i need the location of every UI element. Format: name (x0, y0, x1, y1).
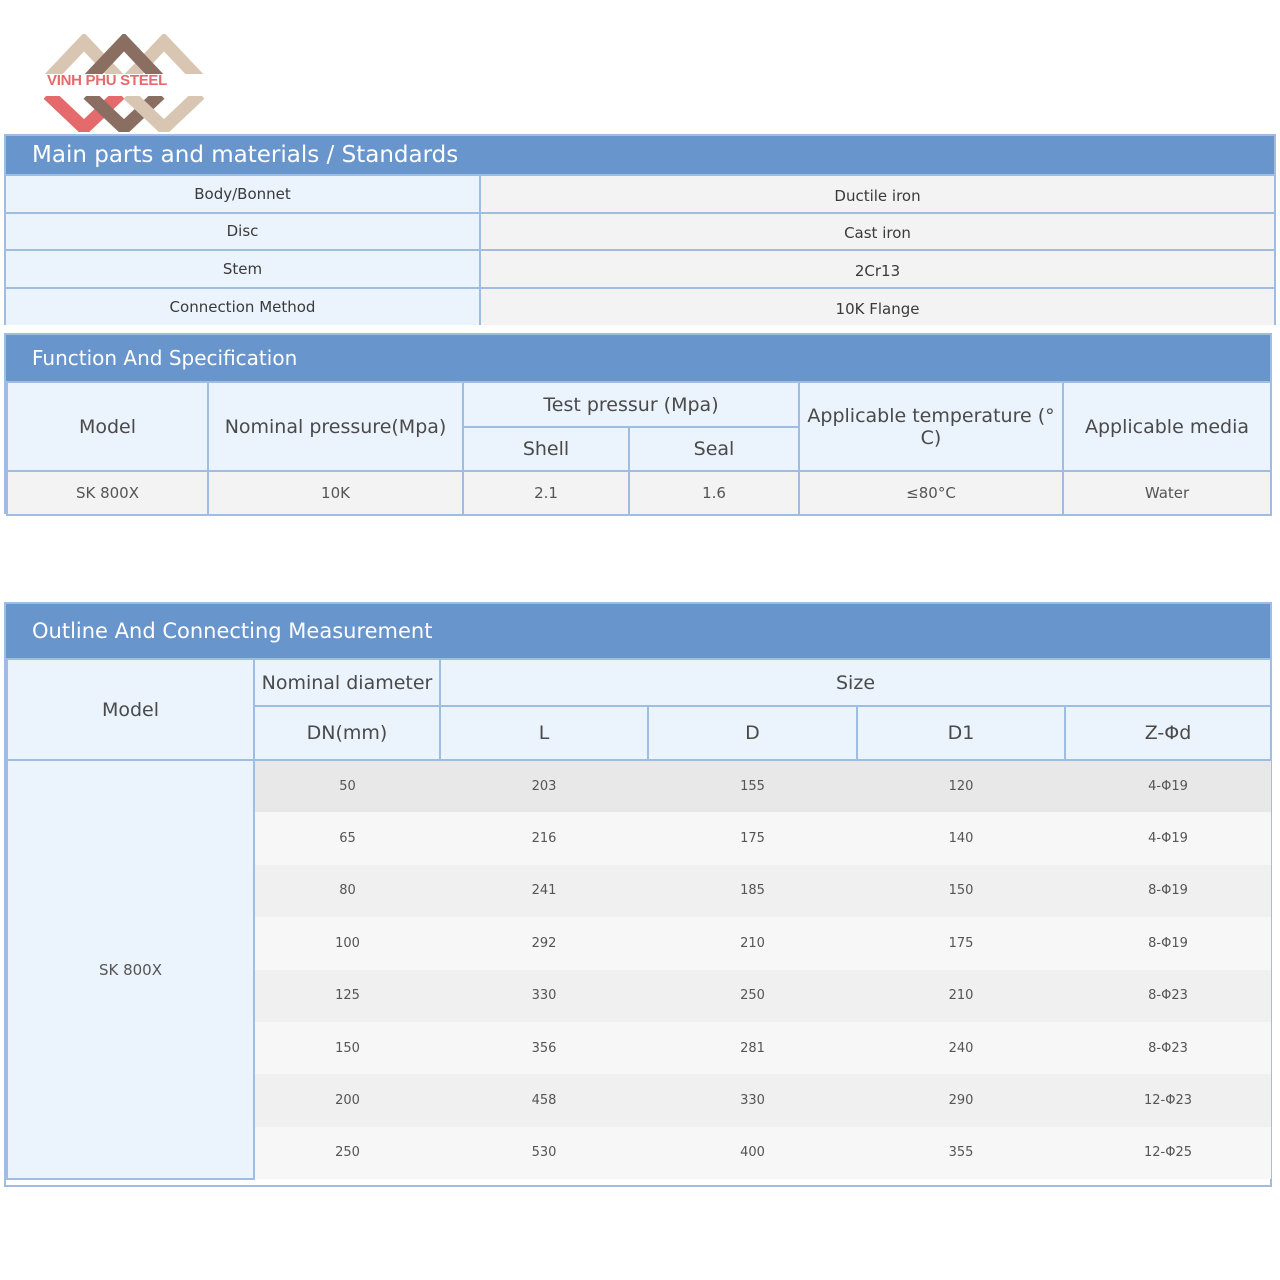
outline-cell-dn: 200 (254, 1074, 440, 1126)
material-value: 10K Flange (480, 288, 1274, 326)
materials-row (6, 175, 1274, 213)
outline-section (4, 602, 1272, 1187)
outline-cell-d1: 150 (857, 865, 1065, 917)
function-cell-model: SK 800X (7, 471, 208, 515)
materials-row (6, 250, 1274, 288)
material-part: Connection Method (6, 288, 480, 326)
outline-header-d1: D1 (857, 706, 1065, 760)
function-header-nominal-pressure: Nominal pressure(Mpa) (208, 382, 463, 471)
outline-cell-dn: 125 (254, 970, 440, 1022)
outline-cell-d1: 355 (857, 1127, 1065, 1179)
materials-title: Main parts and materials / Standards (6, 136, 1274, 174)
material-value: 2Cr13 (480, 250, 1274, 288)
material-value: Cast iron (480, 213, 1274, 251)
outline-model: SK 800X (7, 760, 254, 1179)
outline-cell-d: 250 (648, 970, 857, 1022)
function-data-row (7, 471, 1271, 515)
outline-cell-l: 356 (440, 1022, 648, 1074)
function-cell-seal: 1.6 (629, 471, 799, 515)
outline-cell-d1: 210 (857, 970, 1065, 1022)
function-cell-temperature: ≤80°C (799, 471, 1063, 515)
outline-cell-d: 400 (648, 1127, 857, 1179)
outline-cell-d1: 240 (857, 1022, 1065, 1074)
outline-header-d: D (648, 706, 857, 760)
outline-cell-l: 241 (440, 865, 648, 917)
material-value: Ductile iron (480, 175, 1274, 213)
function-header-test-pressure: Test pressur (Mpa) (463, 382, 799, 427)
outline-cell-l: 216 (440, 812, 648, 864)
logo-text: VINH PHU STEEL (47, 72, 167, 89)
outline-cell-d: 330 (648, 1074, 857, 1126)
outline-cell-l: 530 (440, 1127, 648, 1179)
outline-cell-d1: 290 (857, 1074, 1065, 1126)
function-cell-shell: 2.1 (463, 471, 629, 515)
outline-header-l: L (440, 706, 648, 760)
outline-cell-dn: 50 (254, 760, 440, 812)
outline-title: Outline And Connecting Measurement (6, 604, 1270, 658)
outline-cell-zd: 4-Φ19 (1065, 760, 1271, 812)
outline-cell-zd: 12-Φ23 (1065, 1074, 1271, 1126)
outline-cell-d: 281 (648, 1022, 857, 1074)
outline-cell-d: 210 (648, 917, 857, 969)
material-part: Stem (6, 250, 480, 288)
function-header-seal: Seal (629, 427, 799, 471)
function-cell-media: Water (1063, 471, 1271, 515)
function-cell-nominal-pressure: 10K (208, 471, 463, 515)
function-section (4, 333, 1272, 514)
outline-cell-d: 175 (648, 812, 857, 864)
materials-row (6, 288, 1274, 326)
function-header-shell: Shell (463, 427, 629, 471)
outline-cell-zd: 8-Φ23 (1065, 970, 1271, 1022)
material-part: Disc (6, 213, 480, 251)
outline-cell-zd: 8-Φ19 (1065, 917, 1271, 969)
function-table (6, 381, 1272, 516)
outline-header-nominal-diameter: Nominal diameter (254, 659, 440, 706)
outline-cell-dn: 80 (254, 865, 440, 917)
material-part: Body/Bonnet (6, 175, 480, 213)
outline-cell-zd: 8-Φ19 (1065, 865, 1271, 917)
outline-cell-l: 292 (440, 917, 648, 969)
outline-cell-l: 330 (440, 970, 648, 1022)
outline-cell-zd: 12-Φ25 (1065, 1127, 1271, 1179)
outline-header-zd: Z-Φd (1065, 706, 1271, 760)
outline-cell-dn: 250 (254, 1127, 440, 1179)
outline-cell-dn: 150 (254, 1022, 440, 1074)
outline-header-model: Model (7, 659, 254, 760)
outline-cell-l: 458 (440, 1074, 648, 1126)
outline-header-size: Size (440, 659, 1271, 706)
materials-row (6, 213, 1274, 251)
outline-cell-d: 155 (648, 760, 857, 812)
outline-header-dn: DN(mm) (254, 706, 440, 760)
outline-cell-zd: 8-Φ23 (1065, 1022, 1271, 1074)
outline-cell-zd: 4-Φ19 (1065, 812, 1271, 864)
materials-table (6, 174, 1274, 325)
function-header-media: Applicable media (1063, 382, 1271, 471)
outline-table (6, 658, 1272, 1180)
outline-cell-dn: 65 (254, 812, 440, 864)
function-header-temperature: Applicable temperature (° C) (799, 382, 1063, 471)
outline-cell-dn: 100 (254, 917, 440, 969)
outline-cell-l: 203 (440, 760, 648, 812)
function-title: Function And Specification (6, 335, 1270, 381)
outline-cell-d1: 175 (857, 917, 1065, 969)
function-header-model: Model (7, 382, 208, 471)
outline-cell-d1: 140 (857, 812, 1065, 864)
company-logo (44, 34, 204, 132)
outline-cell-d: 185 (648, 865, 857, 917)
outline-row (7, 760, 1271, 812)
outline-cell-d1: 120 (857, 760, 1065, 812)
materials-section (4, 134, 1276, 325)
